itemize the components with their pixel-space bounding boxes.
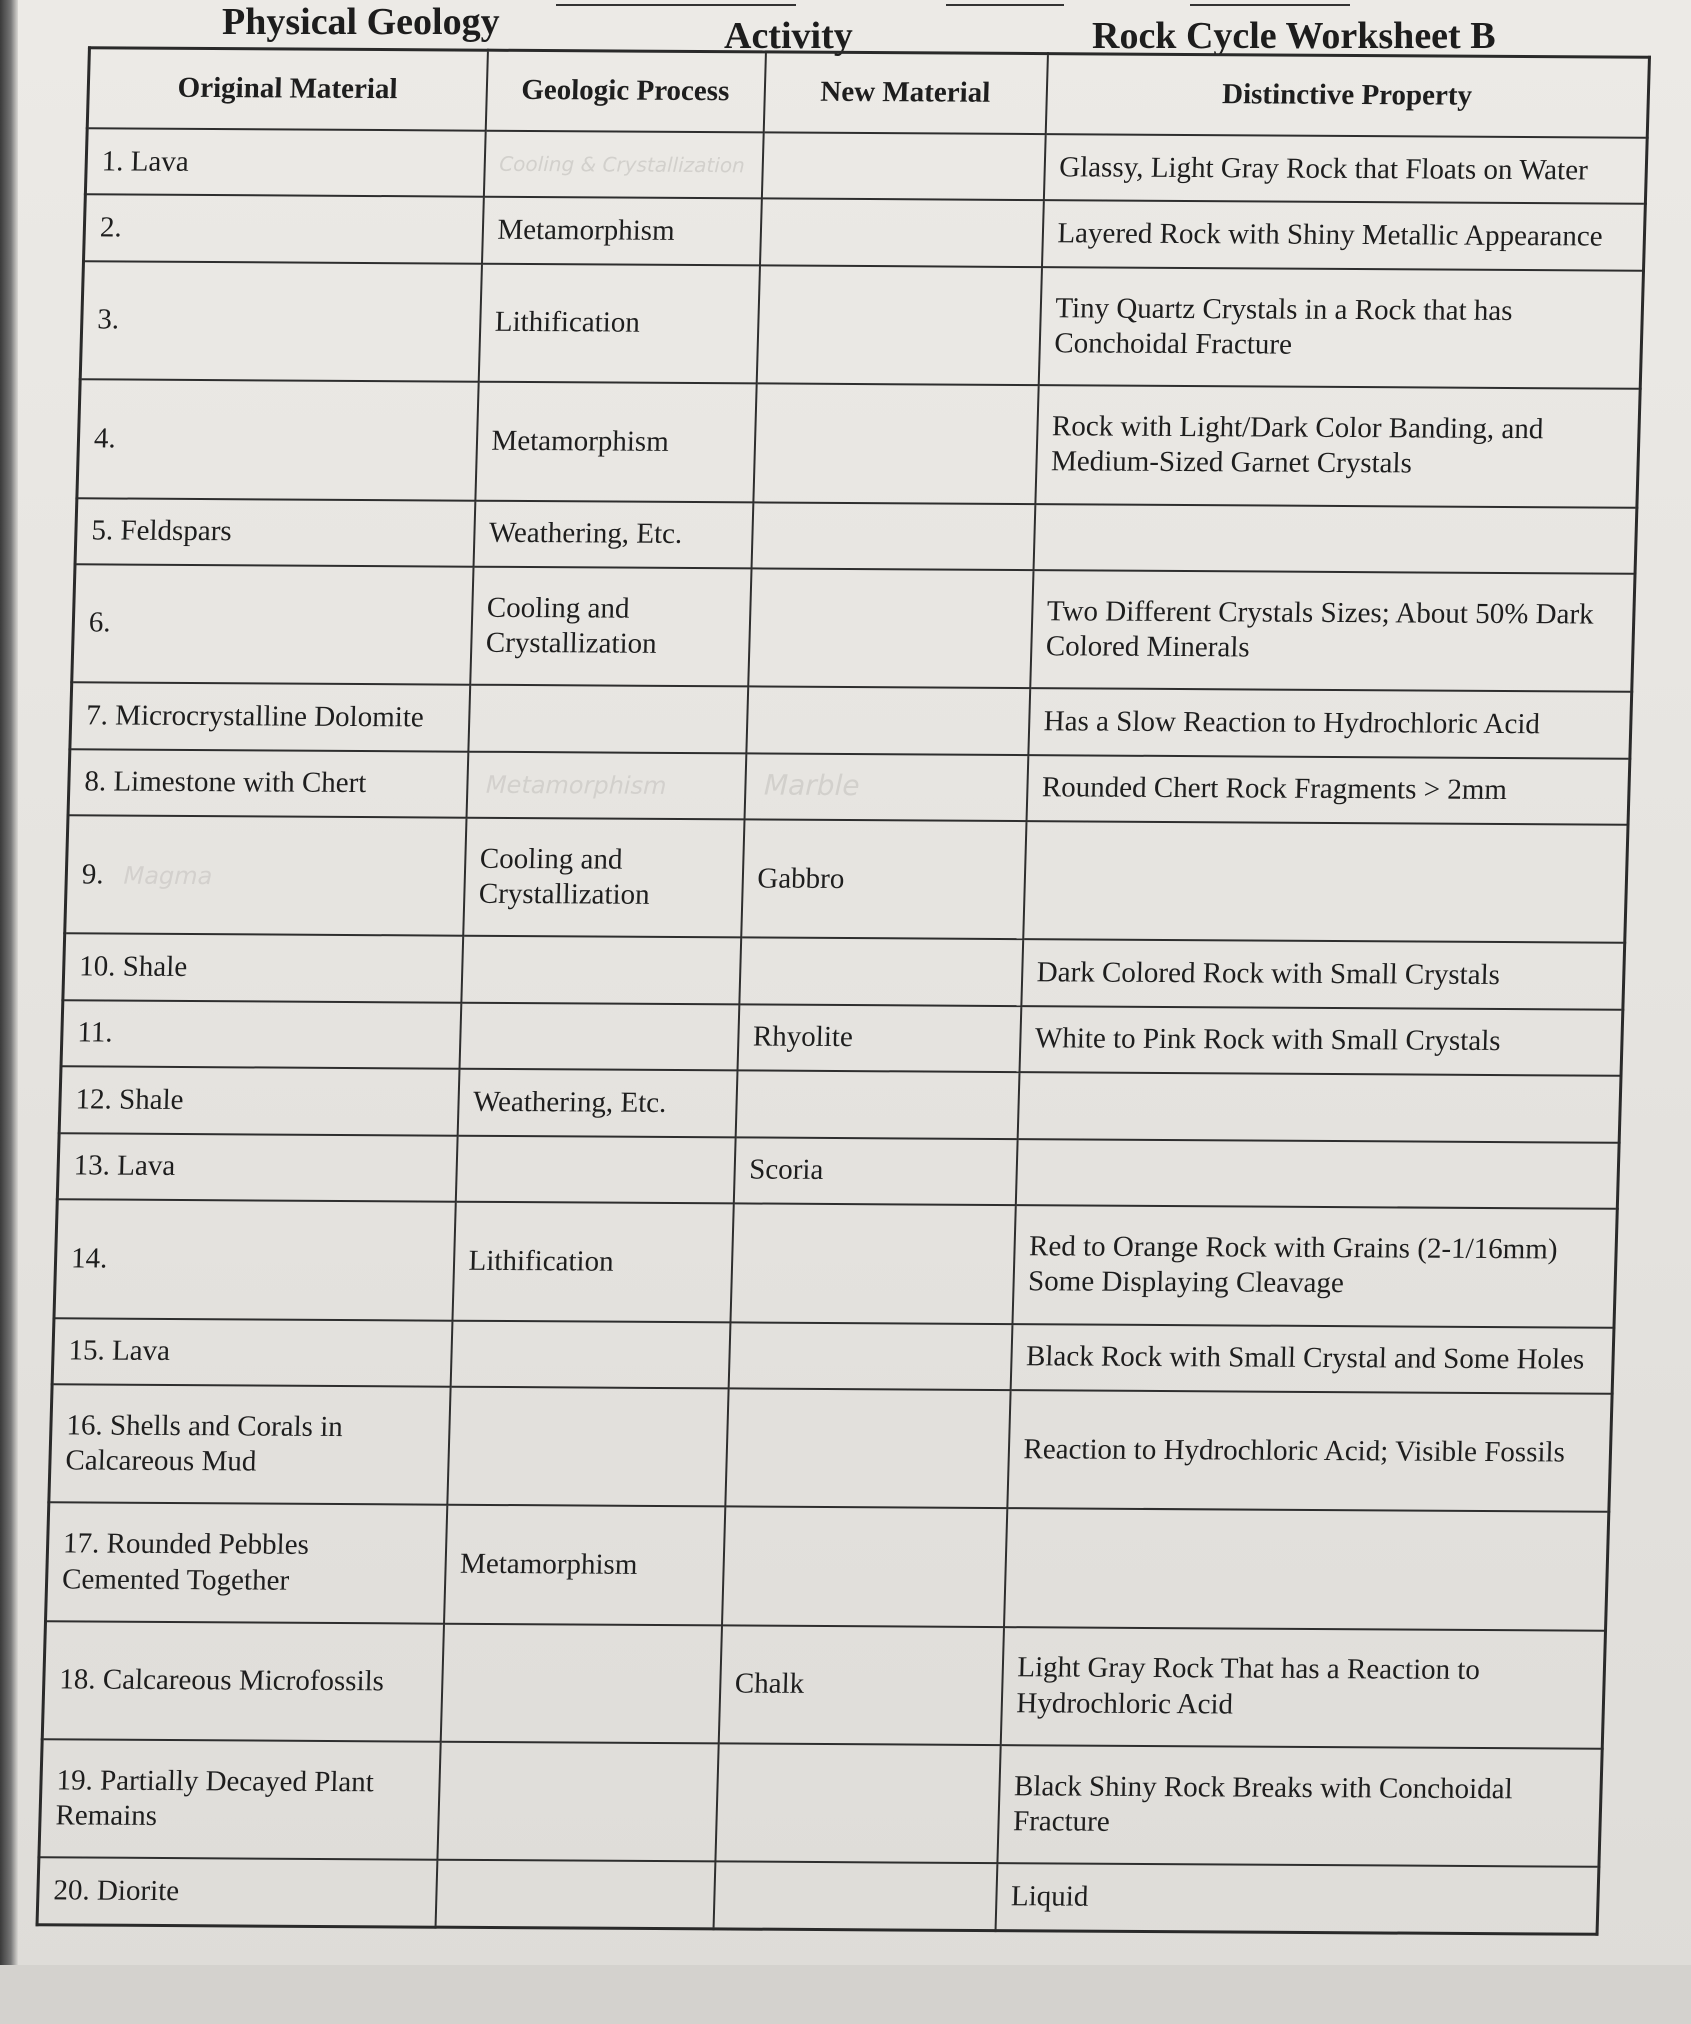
table-row xyxy=(42,1621,1605,1749)
new-material-cell[interactable] xyxy=(756,265,1041,385)
distinctive-property-cell[interactable]: Black Shiny Rock Breaks with Conchoidal Fracture xyxy=(997,1745,1602,1867)
original-material-cell[interactable]: 8. Limestone with Chert xyxy=(68,749,468,818)
table-row xyxy=(75,498,1637,574)
new-material-cell[interactable] xyxy=(748,568,1033,688)
handwritten-answer: Cooling & Crystallization xyxy=(498,152,746,178)
worksheet-sheet xyxy=(0,46,1678,1962)
original-material-cell[interactable]: 14. xyxy=(54,1200,455,1321)
new-material-cell[interactable] xyxy=(753,384,1038,504)
table-row xyxy=(46,1503,1609,1631)
new-material-cell[interactable] xyxy=(728,1322,1012,1390)
new-material-cell[interactable]: Scoria xyxy=(733,1137,1017,1205)
original-material-cell[interactable]: 16. Shells and Corals in Calcareous Mud xyxy=(49,1384,450,1505)
original-material-cell[interactable]: 1. Lava xyxy=(85,128,485,197)
original-material-cell[interactable]: 17. Rounded Pebbles Cemented Together xyxy=(46,1503,447,1624)
table-row xyxy=(39,1739,1602,1867)
geologic-process-cell[interactable]: Cooling and Crystallization xyxy=(463,818,744,938)
geologic-process-cell[interactable]: Weathering, Etc. xyxy=(473,500,753,568)
original-material-cell[interactable]: 2. xyxy=(83,195,483,264)
original-material-cell[interactable]: 4. xyxy=(77,379,478,500)
original-material-cell[interactable]: 20. Diorite xyxy=(37,1857,437,1927)
geologic-process-cell[interactable]: Metamorphism xyxy=(444,1505,725,1625)
table-row xyxy=(37,1857,1599,1934)
new-material-cell[interactable] xyxy=(715,1743,1000,1863)
table-row xyxy=(80,261,1643,389)
distinctive-property-cell[interactable]: Dark Colored Rock with Small Crystals xyxy=(1021,940,1625,1010)
column-header-original-material: Original Material xyxy=(87,48,487,131)
new-material-cell[interactable] xyxy=(722,1507,1007,1627)
distinctive-property-cell[interactable]: Has a Slow Reaction to Hydrochloric Acid xyxy=(1028,688,1632,758)
original-material-cell[interactable]: 15. Lava xyxy=(52,1318,452,1387)
distinctive-property-cell[interactable] xyxy=(1015,1139,1619,1209)
distinctive-property-cell[interactable]: Rounded Chert Rock Fragments > 2mm xyxy=(1026,755,1630,825)
column-header-distinctive-property: Distinctive Property xyxy=(1045,54,1649,138)
distinctive-property-cell[interactable]: Tiny Quartz Crystals in a Rock that has Conchoidal Fracture xyxy=(1038,267,1643,389)
table-row xyxy=(54,1200,1617,1328)
distinctive-property-cell[interactable]: Red to Orange Rock with Grains (2-1/16mm) Some Displaying Cleavage xyxy=(1012,1205,1617,1327)
new-material-cell[interactable] xyxy=(730,1204,1015,1324)
new-material-cell[interactable] xyxy=(759,199,1043,267)
distinctive-property-cell[interactable]: Light Gray Rock That has a Reaction to Hydrochloric Acid xyxy=(1000,1627,1605,1749)
column-header-new-material: New Material xyxy=(763,52,1047,134)
geologic-process-cell[interactable]: Cooling and Crystallization xyxy=(470,567,751,687)
geologic-process-cell[interactable] xyxy=(440,1623,721,1743)
original-material-cell[interactable]: 10. Shale xyxy=(63,934,463,1003)
table-row xyxy=(61,1000,1623,1076)
new-material-cell[interactable] xyxy=(713,1862,997,1931)
course-title: Physical Geology xyxy=(222,1,500,43)
new-material-cell[interactable] xyxy=(744,753,1028,821)
table-row xyxy=(77,379,1640,507)
new-material-cell[interactable]: Gabbro xyxy=(741,820,1026,940)
distinctive-property-cell[interactable]: White to Pink Rock with Small Crystals xyxy=(1019,1006,1623,1076)
table-row xyxy=(83,195,1645,271)
distinctive-property-cell[interactable]: Rock with Light/Dark Color Banding, and Medium-Sized Garnet Crystals xyxy=(1035,385,1640,507)
original-material-cell[interactable]: 11. xyxy=(61,1000,461,1069)
geologic-process-cell[interactable]: Metamorphism xyxy=(481,197,761,265)
table-row xyxy=(72,564,1635,692)
table-row xyxy=(85,128,1647,204)
distinctive-property-cell[interactable]: Liquid xyxy=(995,1863,1599,1934)
original-material-cell[interactable]: 5. Feldspars xyxy=(75,498,475,567)
handwritten-answer: Metamorphism xyxy=(485,771,667,801)
handwritten-answer: Marble xyxy=(763,768,861,803)
distinctive-property-cell[interactable]: Reaction to Hydrochloric Acid; Visible Fossils xyxy=(1007,1390,1612,1512)
table-header-row xyxy=(87,48,1649,138)
geologic-process-cell[interactable]: Metamorphism xyxy=(475,382,756,502)
geologic-process-cell[interactable] xyxy=(483,131,763,199)
original-material-cell[interactable]: 19. Partially Decayed Plant Remains xyxy=(39,1739,440,1860)
table-row xyxy=(59,1067,1621,1143)
distinctive-property-cell[interactable]: Two Different Crystals Sizes; About 50% Dark Colored Minerals xyxy=(1030,570,1635,692)
new-material-cell[interactable]: Chalk xyxy=(718,1625,1003,1745)
geologic-process-cell[interactable] xyxy=(447,1387,728,1507)
activity-label: Activity xyxy=(724,15,853,57)
table-row xyxy=(49,1384,1612,1512)
distinctive-property-cell[interactable]: Glassy, Light Gray Rock that Floats on Water xyxy=(1043,134,1647,204)
new-material-cell[interactable] xyxy=(746,687,1030,755)
distinctive-property-cell[interactable] xyxy=(1017,1073,1621,1143)
handwritten-answer: Magma xyxy=(123,861,213,890)
table-row xyxy=(68,749,1630,825)
row-number: 9. xyxy=(81,857,105,891)
new-material-cell[interactable] xyxy=(761,132,1045,200)
geologic-process-cell[interactable] xyxy=(466,751,746,819)
new-material-cell[interactable] xyxy=(751,502,1035,570)
new-material-cell[interactable] xyxy=(735,1071,1019,1139)
original-material-cell[interactable]: 3. xyxy=(80,261,481,382)
paper-bottom-margin xyxy=(0,1965,1691,2024)
geologic-process-cell[interactable]: Weathering, Etc. xyxy=(457,1069,737,1137)
geologic-process-cell[interactable] xyxy=(468,685,748,753)
rock-cycle-table xyxy=(35,46,1651,1936)
geologic-process-cell[interactable] xyxy=(461,936,741,1004)
geologic-process-cell[interactable] xyxy=(459,1003,739,1071)
geologic-process-cell[interactable] xyxy=(455,1136,735,1204)
distinctive-property-cell[interactable]: Black Rock with Small Crystal and Some Holes xyxy=(1010,1324,1614,1394)
geologic-process-cell[interactable] xyxy=(437,1742,718,1862)
header-blank-line xyxy=(946,4,1064,6)
column-header-geologic-process: Geologic Process xyxy=(485,50,765,132)
table-row xyxy=(52,1318,1614,1394)
geologic-process-cell[interactable] xyxy=(435,1860,715,1929)
table-row xyxy=(70,683,1632,759)
table-row xyxy=(57,1133,1619,1209)
original-material-cell[interactable]: 6. xyxy=(72,564,473,685)
new-material-cell[interactable] xyxy=(739,938,1023,1006)
original-material-cell[interactable]: 7. Microcrystalline Dolomite xyxy=(70,683,470,752)
table-row xyxy=(63,934,1625,1010)
table-row xyxy=(65,815,1628,943)
new-material-cell[interactable]: Rhyolite xyxy=(737,1004,1021,1072)
new-material-cell[interactable] xyxy=(725,1388,1010,1508)
original-material-cell[interactable] xyxy=(65,815,466,936)
geologic-process-cell[interactable]: Lithification xyxy=(452,1202,733,1322)
header-blank-line xyxy=(1190,4,1350,6)
geologic-process-cell[interactable]: Lithification xyxy=(478,264,759,384)
worksheet-title: Rock Cycle Worksheet B xyxy=(1092,15,1496,57)
distinctive-property-cell[interactable] xyxy=(1033,504,1637,574)
original-material-cell[interactable]: 13. Lava xyxy=(57,1133,457,1202)
distinctive-property-cell[interactable]: Layered Rock with Shiny Metallic Appearance xyxy=(1041,201,1645,271)
distinctive-property-cell[interactable] xyxy=(1023,821,1628,943)
geologic-process-cell[interactable] xyxy=(450,1320,730,1388)
distinctive-property-cell[interactable] xyxy=(1004,1508,1609,1630)
original-material-cell[interactable]: 18. Calcareous Microfossils xyxy=(42,1621,443,1742)
original-material-cell[interactable]: 12. Shale xyxy=(59,1067,459,1136)
header-blank-line xyxy=(556,4,796,6)
